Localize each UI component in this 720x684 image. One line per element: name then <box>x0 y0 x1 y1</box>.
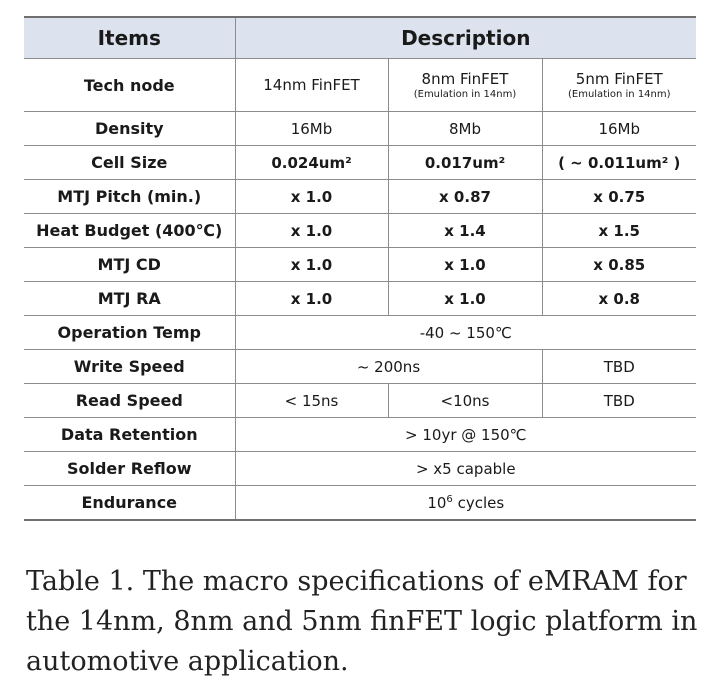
row-label-mtj-pitch: MTJ Pitch (min.) <box>24 180 235 214</box>
solder-reflow-value: > x5 capable <box>235 452 696 486</box>
tech-node-8nm <box>388 59 542 112</box>
density-5nm: 16Mb <box>542 112 696 146</box>
row-label-write-speed: Write Speed <box>24 350 235 384</box>
operation-temp-value: -40 ~ 150℃ <box>235 316 696 350</box>
cell-size-8nm: 0.017um² <box>388 146 542 180</box>
endurance-value <box>235 486 696 521</box>
header-items: Items <box>24 17 235 59</box>
tech-node-14nm-name: 14nm FinFET <box>263 76 360 94</box>
mtj-pitch-14nm: x 1.0 <box>235 180 388 214</box>
row-label-operation-temp: Operation Temp <box>24 316 235 350</box>
table-header-row <box>24 17 696 59</box>
mtj-pitch-8nm: x 0.87 <box>388 180 542 214</box>
cell-size-14nm: 0.024um² <box>235 146 388 180</box>
mtj-ra-5nm: x 0.8 <box>542 282 696 316</box>
tech-node-5nm <box>542 59 696 112</box>
data-retention-value: > 10yr @ 150℃ <box>235 418 696 452</box>
row-label-mtj-cd: MTJ CD <box>24 248 235 282</box>
table-row-endurance <box>24 486 696 521</box>
tech-node-8nm-name: 8nm FinFET <box>421 69 509 88</box>
row-label-read-speed: Read Speed <box>24 384 235 418</box>
density-14nm: 16Mb <box>235 112 388 146</box>
row-label-data-retention: Data Retention <box>24 418 235 452</box>
row-label-tech-node: Tech node <box>24 59 235 112</box>
heat-budget-5nm: x 1.5 <box>542 214 696 248</box>
table-row-operation-temp <box>24 316 696 350</box>
table-row-tech-node <box>24 59 696 112</box>
cell-size-5nm: ( ~ 0.011um² ) <box>542 146 696 180</box>
tech-node-5nm-note: (Emulation in 14nm) <box>567 88 671 100</box>
row-label-endurance: Endurance <box>24 486 235 521</box>
table-row-write-speed <box>24 350 696 384</box>
table-row-solder-reflow <box>24 452 696 486</box>
table-row-mtj-cd <box>24 248 696 282</box>
mtj-cd-5nm: x 0.85 <box>542 248 696 282</box>
row-label-cell-size: Cell Size <box>24 146 235 180</box>
density-8nm: 8Mb <box>388 112 542 146</box>
tech-node-8nm-note: (Emulation in 14nm) <box>413 88 517 100</box>
specifications-table <box>24 16 696 521</box>
read-speed-5nm: TBD <box>542 384 696 418</box>
table-row-read-speed <box>24 384 696 418</box>
table-row-heat-budget <box>24 214 696 248</box>
tech-node-5nm-name: 5nm FinFET <box>575 69 663 88</box>
mtj-pitch-5nm: x 0.75 <box>542 180 696 214</box>
read-speed-14nm: < 15ns <box>235 384 388 418</box>
endurance-base: 10 <box>427 493 447 512</box>
write-speed-5nm: TBD <box>542 350 696 384</box>
table-row-data-retention <box>24 418 696 452</box>
heat-budget-8nm: x 1.4 <box>388 214 542 248</box>
table-caption: Table 1. The macro specifications of eMRAM for the 14nm, 8nm and 5nm finFET logic platform in automotive application. <box>26 566 698 677</box>
mtj-ra-14nm: x 1.0 <box>235 282 388 316</box>
row-label-density: Density <box>24 112 235 146</box>
table-row-mtj-pitch <box>24 180 696 214</box>
write-speed-14nm-8nm: ~ 200ns <box>235 350 542 384</box>
heat-budget-14nm: x 1.0 <box>235 214 388 248</box>
table-row-mtj-ra <box>24 282 696 316</box>
row-label-solder-reflow: Solder Reflow <box>24 452 235 486</box>
endurance-exponent: 6 <box>446 493 453 505</box>
table-row-cell-size <box>24 146 696 180</box>
mtj-cd-8nm: x 1.0 <box>388 248 542 282</box>
table-row-density <box>24 112 696 146</box>
row-label-mtj-ra: MTJ RA <box>24 282 235 316</box>
mtj-cd-14nm: x 1.0 <box>235 248 388 282</box>
tech-node-14nm <box>235 59 388 112</box>
mtj-ra-8nm: x 1.0 <box>388 282 542 316</box>
read-speed-8nm: <10ns <box>388 384 542 418</box>
row-label-heat-budget: Heat Budget (400℃) <box>24 214 235 248</box>
endurance-unit: cycles <box>457 493 505 512</box>
header-description: Description <box>235 17 696 59</box>
